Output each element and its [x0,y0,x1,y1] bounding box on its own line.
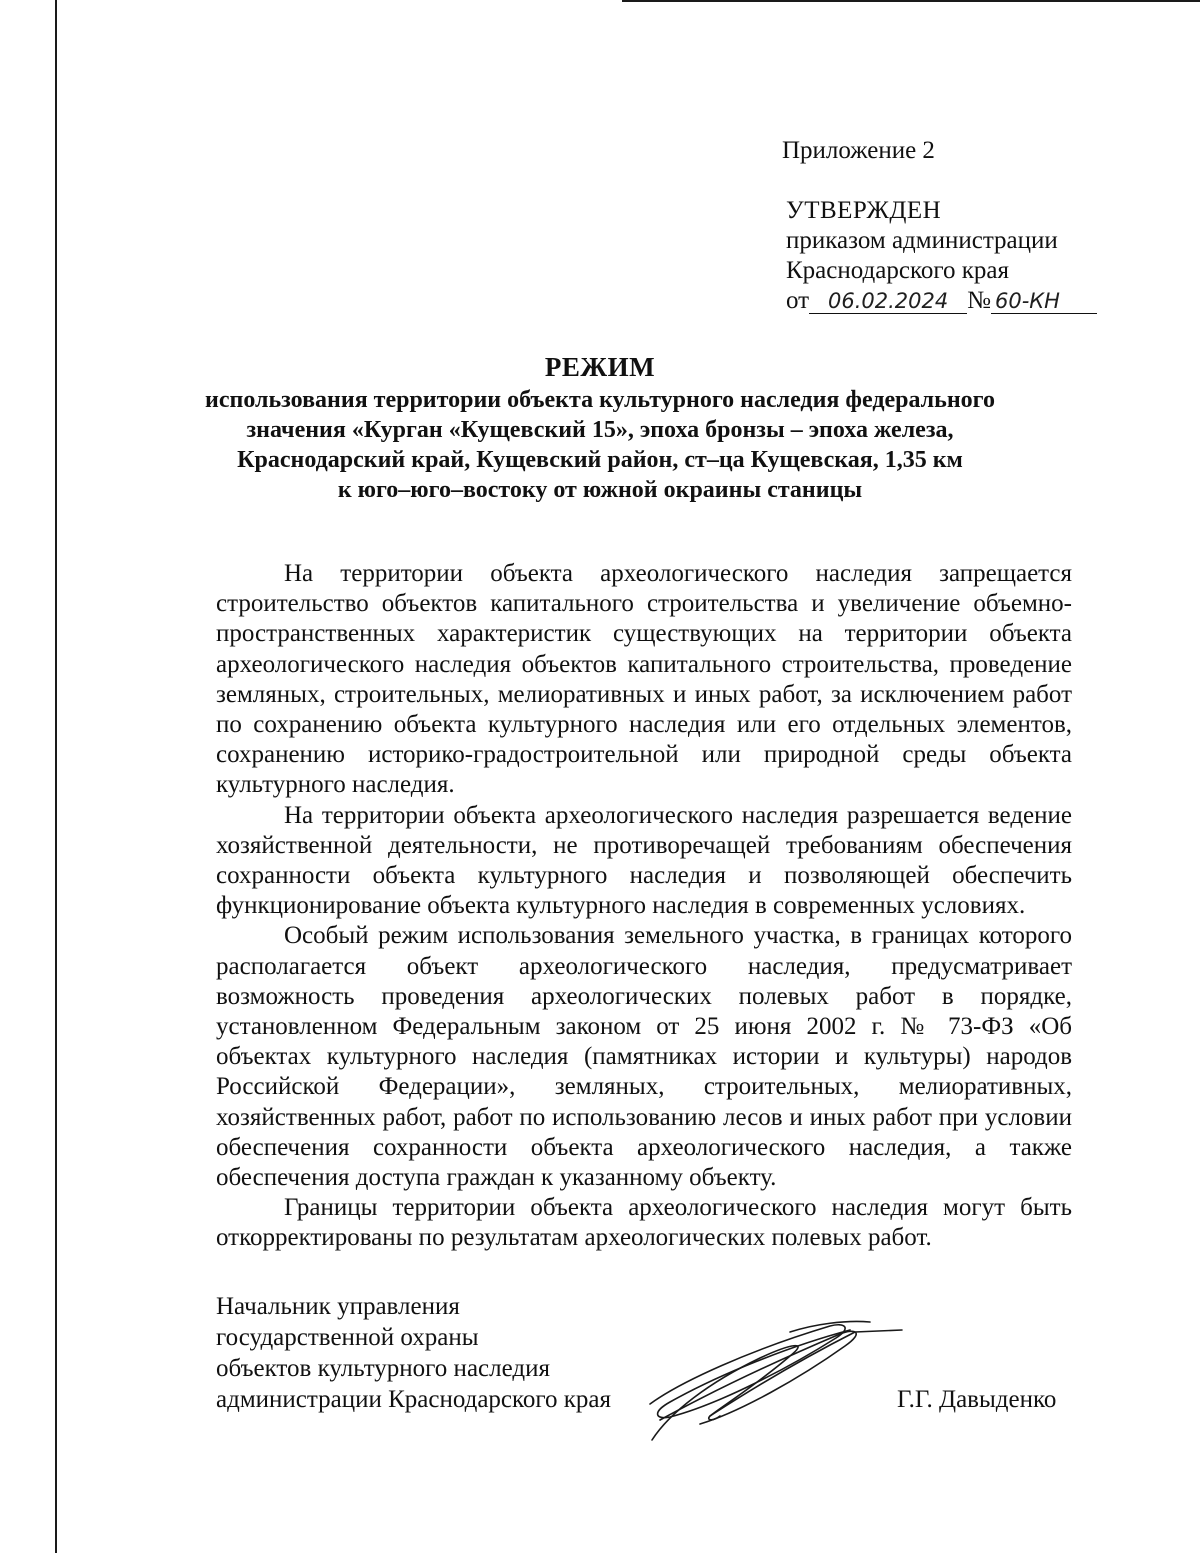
appendix-label: Приложение 2 [782,137,935,164]
signatory-name: Г.Г. Давыденко [897,1386,1057,1413]
signatory-position [216,1291,611,1415]
order-date-line [786,286,1097,316]
approved-by-line-1: приказом администрации [786,227,1058,254]
signatory-position-line-3: объектов культурного наследия [216,1355,550,1382]
subtitle-line-2: значения «Курган «Кущевский 15», эпоха бронзы – эпоха железа, [246,417,954,443]
number-prefix: № [967,287,991,314]
order-number-handwritten: 60-КН [991,289,1097,314]
approval-block [786,196,1097,316]
subtitle-line-3: Краснодарский край, Кущевский район, ст–ца Кущевская, 1,35 км [237,447,963,473]
signatory-position-line-1: Начальник управления [216,1293,460,1320]
signatory-position-line-2: государственной охраны [216,1324,479,1351]
date-prefix: от [786,287,810,314]
approved-by-line-2: Краснодарского края [786,257,1009,284]
paragraph-prohibitions: На территории объекта археологического наследия запрещается строительство объектов капитального строительства и увеличение объемно-пространственных характеристик существующих на территории объекта археологического наследия объектов капитального строительства, проведение земляных, строительных, мелиоративных и иных работ, за исключением работ по сохранению объекта культурного наследия или его отдельных элементов, сохранению историко-градостроительной или природной среды объекта культурного наследия. [216,560,1072,799]
paragraph-permitted-activity: На территории объекта археологического наследия разрешается ведение хозяйственной деятельности, не противоречащей требованиям обеспечения сохранности объекта культурного наследия и позволяющей обеспечить функционирование объекта культурного наследия в современных условиях. [216,801,1072,920]
order-date-handwritten: 06.02.2024 [809,289,967,314]
approved-word: УТВЕРЖДЕН [786,197,942,224]
paragraph-boundaries: Границы территории объекта археологического наследия могут быть откорректированы по результатам археологических полевых работ. [216,1194,1072,1252]
page-left-border [55,0,57,1553]
subtitle-line-1: использования территории объекта культурного наследия федерального [205,387,995,413]
handwritten-signature [640,1312,910,1442]
paragraph-special-regime: Особый режим использования земельного участка, в границах которого располагается объект археологического наследия, предусматривает возможность проведения археологических полевых работ в порядке, установленном Федеральным законом от 25 июня 2002 г. № 73-ФЗ «Об объектах культурного наследия (памятниках истории и культуры) народов Российской Федерации», земляных, строительных, мелиоративных, хозяйственных работ, работ по использованию лесов и иных работ при условии обеспечения сохранности объекта археологического наследия, а также обеспечения доступа граждан к указанному объекту. [216,922,1072,1192]
signatory-position-line-4: администрации Краснодарского края [216,1386,612,1413]
subtitle-line-4: к юго–юго–востоку от южной окраины станицы [337,477,863,503]
document-body [216,559,1072,1254]
document-title: РЕЖИМ [544,352,656,382]
document-subtitle [200,385,1000,505]
page-top-border [622,0,1200,2]
